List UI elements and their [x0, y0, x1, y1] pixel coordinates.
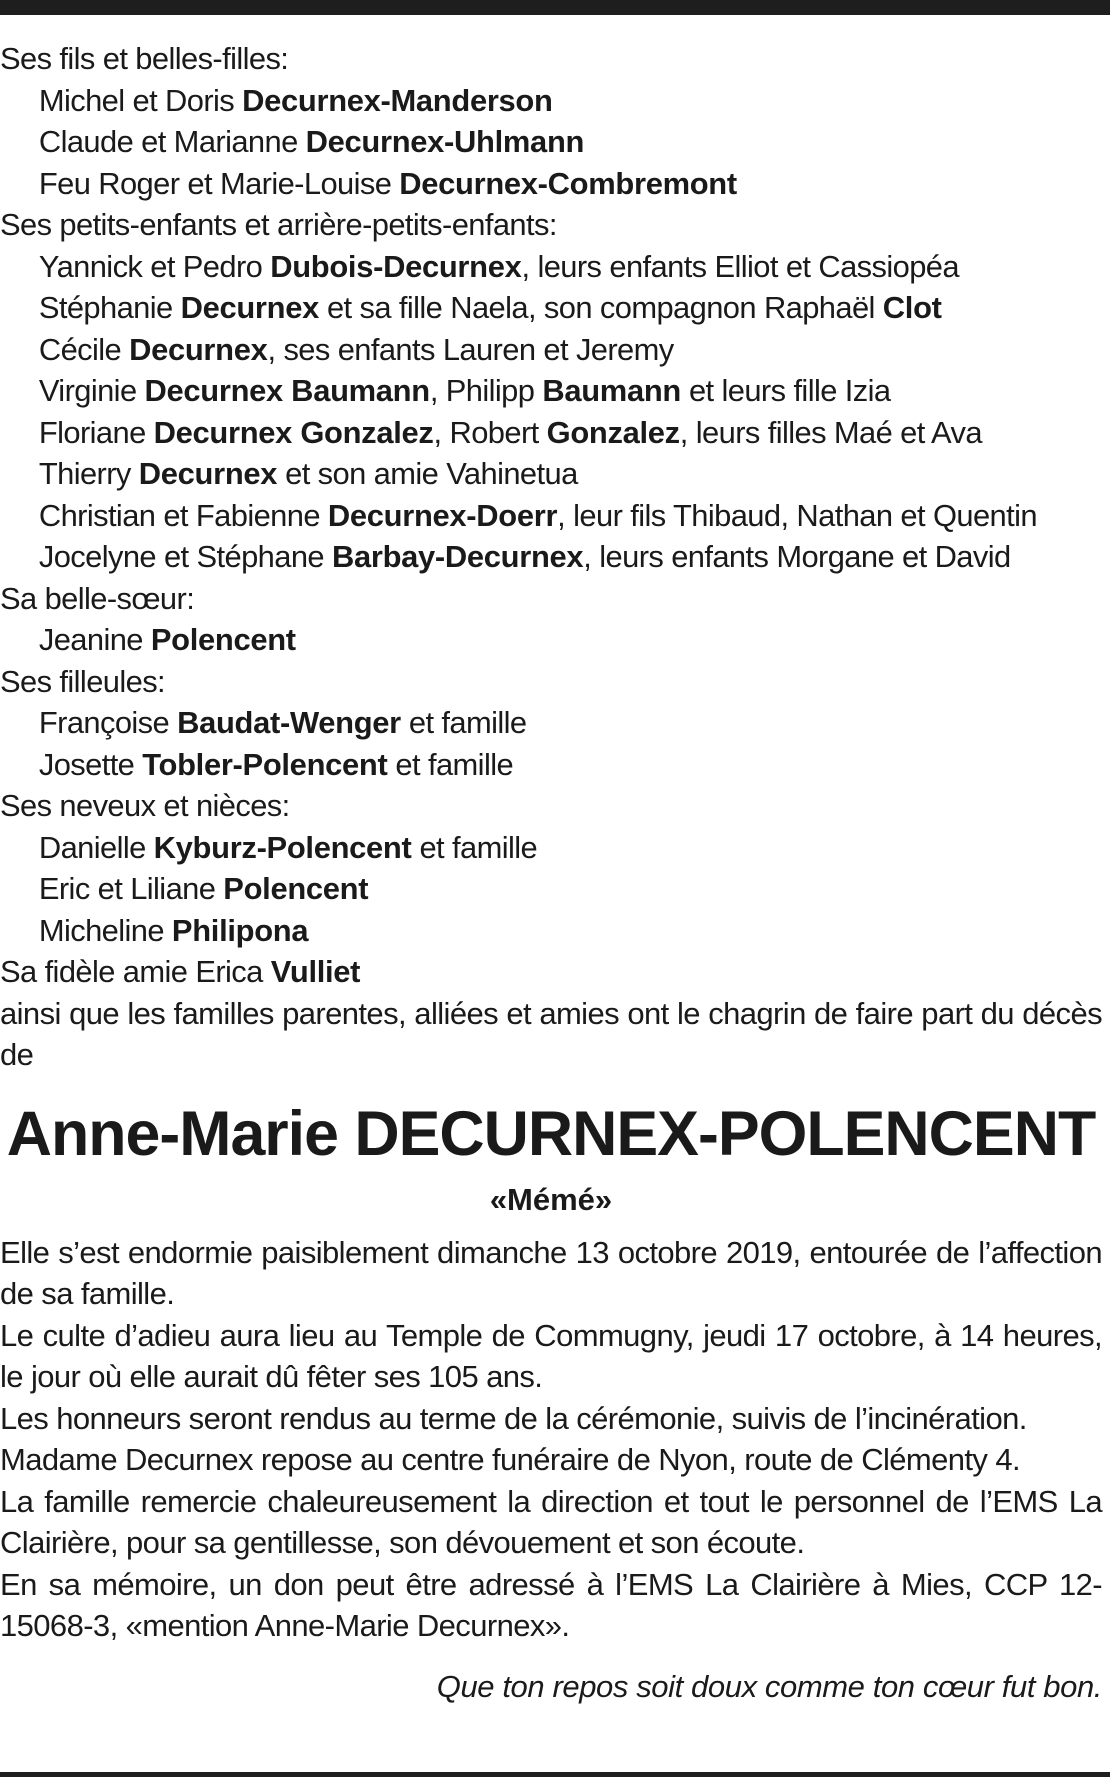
line-text: et sa fille Naela, son compagnon Raphaël: [318, 290, 883, 325]
line-text: , Robert: [433, 414, 547, 450]
detail-paragraph: Les honneurs seront rendus au terme de la cérémonie, suivis de l’incinération.: [0, 1400, 1027, 1436]
line-text: et famille: [411, 829, 538, 865]
family-name: Philipona: [171, 912, 309, 948]
relative-entry: [0, 744, 1098, 786]
line-text: Sa belle-sœur:: [0, 580, 195, 616]
line-text: Cécile: [38, 331, 130, 367]
deceased-name: Anne-Marie DECURNEX-POLENCENT: [6, 1098, 1096, 1169]
line-text: et famille: [387, 746, 514, 782]
relative-entry: [0, 412, 1098, 454]
family-name: Barbay-Decurnex: [331, 539, 584, 574]
line-text: Ses neveux et nièces:: [0, 788, 290, 823]
line-text: , leur fils Thibaud, Nathan et Quentin: [557, 497, 1037, 533]
line-text: , leurs filles Maé et Ava: [679, 414, 982, 450]
family-name: Decurnex-Manderson: [242, 82, 553, 118]
family-name: Decurnex-Uhlmann: [305, 124, 585, 159]
line-text: Michel et Doris: [38, 82, 243, 118]
line-text: Micheline: [38, 912, 172, 948]
detail-paragraph: En sa mémoire, un don peut être adressé à l’EMS La Clairière à Mies, CCP 12-15068-3, «mention Anne-Marie Decurnex».: [0, 1566, 1102, 1643]
family-name: Polencent: [150, 622, 296, 657]
family-name: Decurnex-Combremont: [399, 165, 737, 201]
line-text: Feu Roger et Marie-Louise: [38, 165, 400, 201]
line-text: et son amie Vahinetua: [277, 456, 578, 491]
relative-entry: [0, 163, 1098, 205]
family-name: Decurnex: [129, 331, 268, 367]
closing-line: Que ton repos soit doux comme ton cœur fut bon.: [436, 1668, 1102, 1704]
relative-entry: [0, 329, 1098, 371]
line-text: et leurs fille Izia: [680, 373, 891, 408]
line-text: Thierry: [38, 456, 139, 491]
family-name: Baumann: [542, 373, 681, 408]
family-name: Dubois-Decurnex: [270, 248, 522, 284]
detail-paragraph: Elle s’est endormie paisiblement dimanche 13 octobre 2019, entourée de l’affection de sa famille.: [0, 1234, 1102, 1311]
line-text: Ses fils et belles-filles:: [0, 41, 289, 76]
family-name: Gonzalez: [546, 414, 680, 450]
detail-paragraph: Le culte d’adieu aura lieu au Temple de Commugny, jeudi 17 octobre, à 14 heures, le jour où elle aurait dû fêter ses 105 ans.: [0, 1317, 1102, 1394]
relative-group-heading: [0, 204, 1098, 246]
relative-entry: [0, 827, 1098, 869]
relative-entry: [0, 453, 1098, 495]
family-name: Vulliet: [270, 954, 361, 989]
details-section: [0, 1232, 1102, 1647]
relative-group-heading: [0, 661, 1098, 703]
relative-entry: [0, 910, 1098, 952]
nickname: «Mémé»: [489, 1181, 613, 1217]
relative-entry: [0, 536, 1098, 578]
relative-entry: [0, 287, 1098, 329]
relative-entry: [0, 370, 1098, 412]
line-text: Sa fidèle amie Erica: [0, 954, 271, 989]
relatives-list: [0, 38, 1102, 993]
obituary-notice: [0, 38, 1102, 1709]
line-text: Danielle: [38, 829, 154, 865]
relative-entry: [0, 246, 1098, 288]
relative-entry: [0, 702, 1098, 744]
family-name: Kyburz-Polencent: [153, 829, 412, 865]
family-name: Tobler-Polencent: [142, 746, 388, 782]
relative-entry: [0, 868, 1098, 910]
relative-entry: [0, 121, 1098, 163]
line-text: Yannick et Pedro: [38, 248, 271, 284]
relative-group-heading: [0, 38, 1098, 80]
announcement-text: ainsi que les familles parentes, alliées et amies ont le chagrin de faire part du décès de: [0, 995, 1102, 1072]
family-name: Decurnex: [180, 290, 319, 325]
line-text: Josette: [38, 746, 143, 782]
relative-group-heading: [0, 578, 1098, 620]
relative-entry: [0, 619, 1098, 661]
relative-group-heading: [0, 785, 1098, 827]
line-text: Françoise: [38, 705, 178, 740]
family-name: Decurnex Baumann: [144, 373, 430, 408]
family-name: Decurnex Gonzalez: [153, 414, 434, 450]
line-text: , ses enfants Lauren et Jeremy: [267, 331, 674, 367]
top-rule: [0, 0, 1110, 15]
family-name: Decurnex-Doerr: [327, 497, 558, 533]
line-text: Floriane: [38, 414, 154, 450]
detail-paragraph: La famille remercie chaleureusement la direction et tout le personnel de l’EMS La Clairière, pour sa gentillesse, son dévouement et son écoute.: [0, 1483, 1102, 1560]
line-text: Virginie: [38, 373, 145, 408]
line-text: Jocelyne et Stéphane: [38, 539, 332, 574]
line-text: Jeanine: [38, 622, 151, 657]
relative-entry: [0, 495, 1098, 537]
line-text: Ses filleules:: [0, 663, 166, 699]
family-name: Baudat-Wenger: [177, 705, 401, 740]
bottom-rule: [0, 1772, 1110, 1777]
line-text: , leurs enfants Elliot et Cassiopéa: [521, 248, 959, 284]
line-text: Ses petits-enfants et arrière-petits-enfants:: [0, 207, 557, 242]
family-name: Decurnex: [138, 456, 278, 491]
relative-group-heading: [0, 951, 1098, 993]
family-name: Clot: [882, 290, 942, 325]
line-text: et famille: [400, 705, 527, 740]
line-text: Claude et Marianne: [38, 124, 306, 159]
relative-entry: [0, 80, 1098, 122]
line-text: Christian et Fabienne: [38, 497, 328, 533]
family-name: Polencent: [223, 871, 369, 906]
line-text: , leurs enfants Morgane et David: [583, 539, 1011, 574]
line-text: Eric et Liliane: [38, 871, 224, 906]
detail-paragraph: Madame Decurnex repose au centre funéraire de Nyon, route de Clémenty 4.: [0, 1442, 1020, 1477]
line-text: Stéphanie: [38, 290, 181, 325]
line-text: , Philipp: [429, 373, 543, 408]
